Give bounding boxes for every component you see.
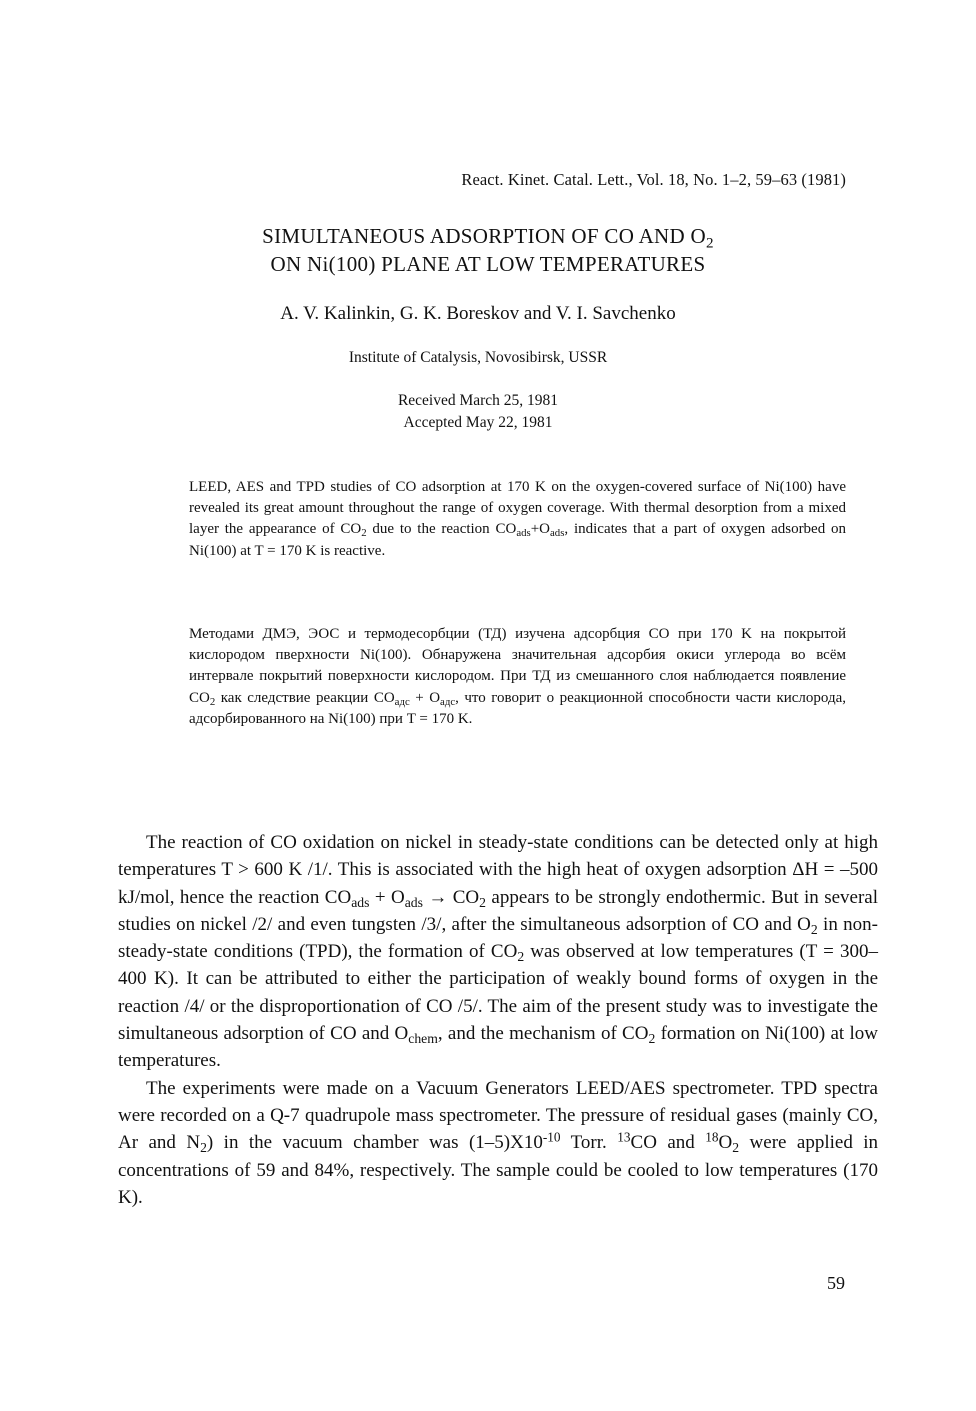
abstract-english-text: LEED, AES and TPD studies of CO adsorption at 170 K on the oxygen-covered surface of Ni(100) have revealed its great amount throughout the range of oxygen coverage. With thermal desorption from a mixed layer the appearance of $CO_2$ due to the reaction $CO_{ads}+O_{ads}$, indicates that a part of oxygen adsorbed on Ni(100) at T = 170 K is reactive. bbox=[189, 479, 846, 559]
body-paragraph-1: The reaction of CO oxidation on nickel in steady-state conditions can be detected only at high temperatures T > 600 K /1/. This is associated with the high heat of oxygen adsorption ΔH = –500 kJ/mol, hence the reaction $CO_{ads} + O_{ads} \to CO_2$ appears to be strongly endothermic. But in several studies on nickel /2/ and even tungsten /3/, after the simultaneous adsorption of CO and $O_2$ in non-steady-state conditions (TPD), the formation of $CO_2$ was observed at low temperatures (T = 300–400 K). It can be attributed to either the participation of weakly bound forms of oxygen in the reaction /4/ or the disproportionation of CO /5/. The aim of the present study was to investigate the simultaneous adsorption of CO and $O_{chem}$, and the mechanism of $CO_2$ formation on Ni(100) at low temperatures. bbox=[118, 832, 879, 1072]
main-body bbox=[118, 829, 878, 1211]
accepted-date: Accepted May 22, 1981 bbox=[403, 414, 553, 431]
title-line-2: ON Ni(100) PLANE AT LOW TEMPERATURES bbox=[270, 252, 706, 276]
abstract-english bbox=[189, 477, 846, 562]
body-paragraph-2: The experiments were made on a Vacuum Generators LEED/AES spectrometer. TPD spectra were recorded on a Q-7 quadrupole mass spectrometer. The pressure of residual gases (mainly CO, Ar and $N_2$) in the vacuum chamber was $(1-5)X10^{-10}$ Torr. $^{13}$CO and $^{18}O_2$ were applied in concentrations of 59 and 84%, respectively. The sample could be cooled to low temperatures (170 K). bbox=[118, 1077, 879, 1208]
abstract-russian bbox=[189, 624, 846, 730]
title-line-1: SIMULTANEOUS ADSORPTION OF CO AND $O_2$ bbox=[262, 224, 714, 252]
journal-reference: React. Kinet. Catal. Lett., Vol. 18, No. 1–2, 59–63 (1981) bbox=[461, 170, 846, 189]
author-list: A. V. Kalinkin, G. K. Boreskov and V. I. Savchenko bbox=[280, 303, 676, 324]
page-number: 59 bbox=[827, 1273, 845, 1293]
submission-dates bbox=[0, 390, 956, 434]
received-date: Received March 25, 1981 bbox=[397, 392, 559, 409]
abstract-russian-text: Методами ДМЭ, ЭОС и термодесорбции (ТД) изучена адсорбция CO при 170 K на покрытой кислородом пверхности Ni(100). Обнаружена значительная адсорбия окиси углерода во всём интервале покрытий поверхности кислородом. При ТД из смешанного слоя наблюдается появление $CO_2$ как следствие реакции $CO_{адс} + O_{адс}$, что говорит о реакционной способности части кислорода, адсорбированного на Ni(100) при T = 170 K. bbox=[189, 626, 847, 727]
paper-title bbox=[0, 222, 976, 278]
affiliation: Institute of Catalysis, Novosibirsk, USSR bbox=[348, 349, 608, 366]
